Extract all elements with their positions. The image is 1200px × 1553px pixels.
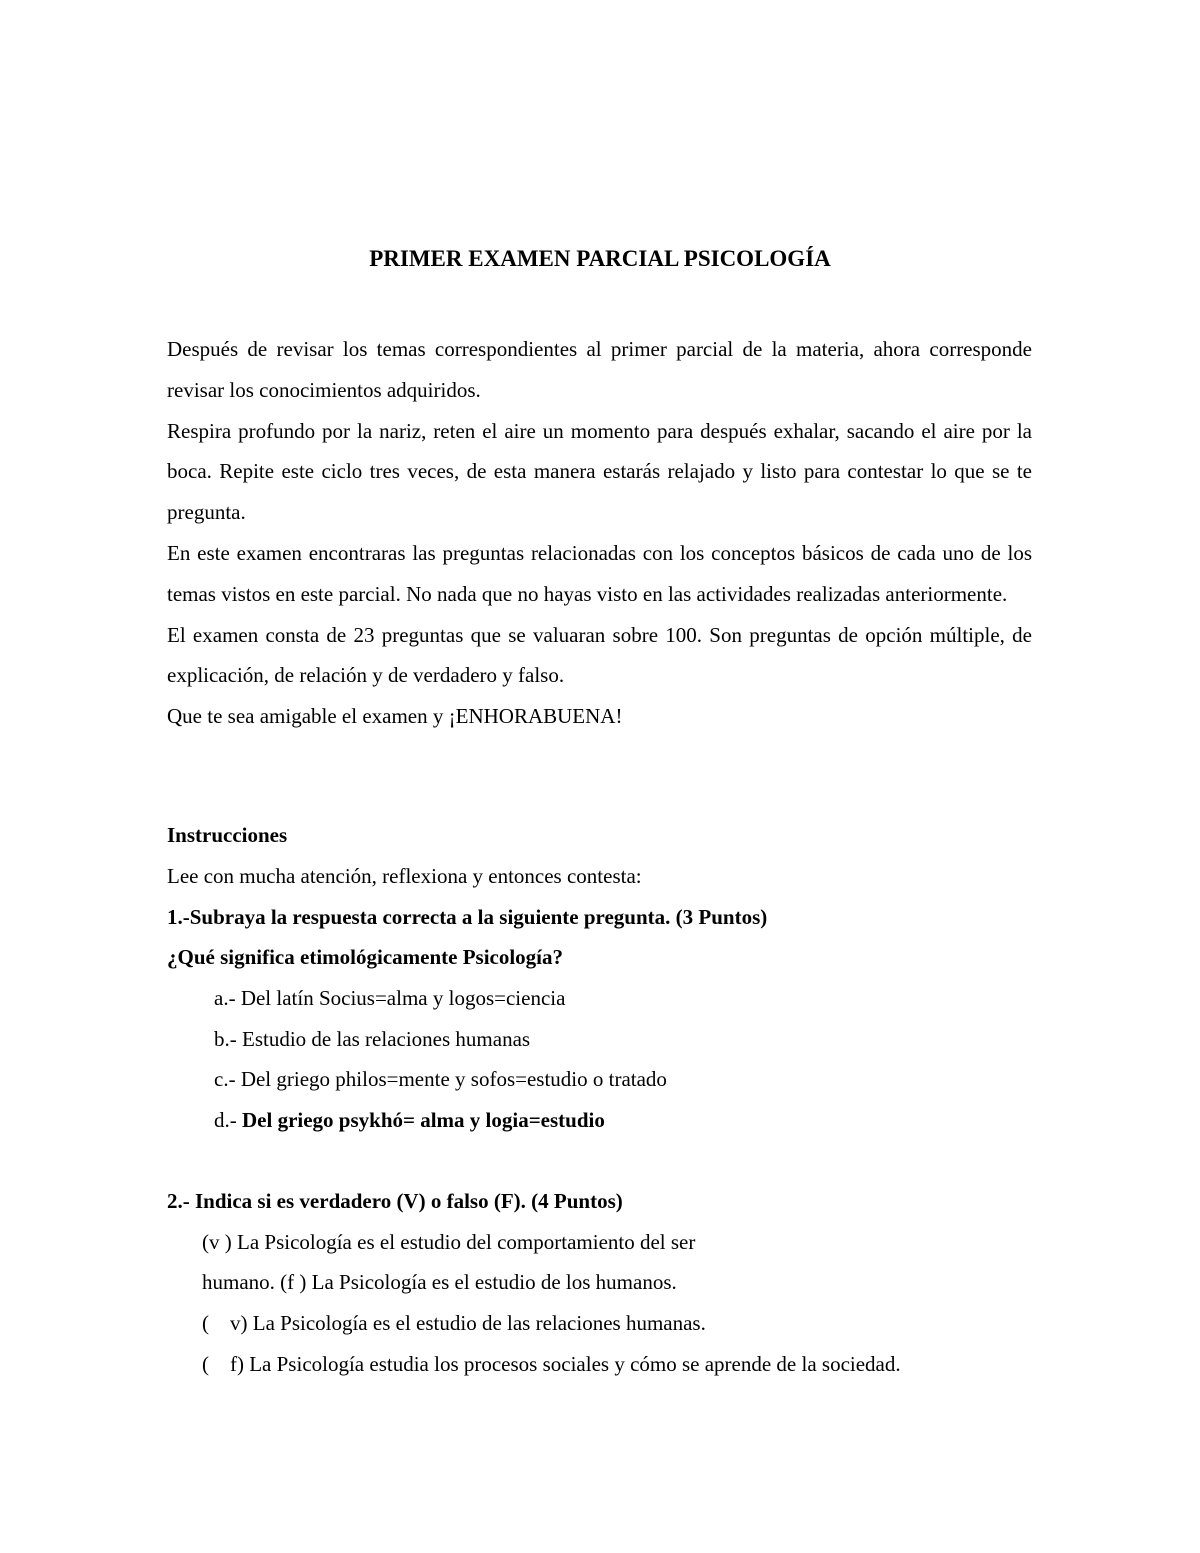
question-1-option-d-prefix: d.- — [214, 1108, 242, 1132]
intro-paragraph-3: En este examen encontraras las preguntas relacionadas con los conceptos básicos de cada uno de los temas vistos en este parcial. No nada que no hayas visto en las actividades realizadas anteriormente. — [167, 540, 1032, 606]
intro-paragraph-2: Respira profundo por la nariz, reten el aire un momento para después exhalar, sacando el aire por la boca. Repite este ciclo tres veces, de esta manera estarás relajado y listo para contestar lo que se te pregunta. — [167, 418, 1032, 525]
question-1-prompt: 1.-Subraya la respuesta correcta a la siguiente pregunta. (3 Puntos) — [167, 905, 768, 929]
question-1-correct-answer: Del griego psykhó= alma y logia=estudio — [242, 1108, 605, 1132]
instructions-text: Lee con mucha atención, reflexiona y entonces contesta: — [167, 864, 642, 888]
question-1-option-d — [214, 1105, 605, 1135]
instructions-heading: Instrucciones — [167, 823, 288, 847]
intro-paragraph-5: Que te sea amigable el examen y ¡ENHORABUENA! — [167, 704, 623, 729]
question-1-option-a: a.- Del latín Socius=alma y logos=ciencia — [214, 986, 566, 1010]
question-2-line-2: humano. (f ) La Psicología es el estudio de los humanos. — [202, 1270, 677, 1294]
question-1-option-c: c.- Del griego philos=mente y sofos=estudio o tratado — [214, 1067, 667, 1091]
question-2-prompt: 2.- Indica si es verdadero (V) o falso (F). (4 Puntos) — [167, 1189, 623, 1213]
intro-paragraph-1: Después de revisar los temas correspondientes al primer parcial de la materia, ahora corresponde revisar los conocimientos adquiridos. — [167, 337, 1032, 402]
question-2-line-1: (v ) La Psicología es el estudio del comportamiento del ser — [202, 1230, 696, 1254]
question-2-line-4: ( f) La Psicología estudia los procesos sociales y cómo se aprende de la sociedad. — [202, 1352, 901, 1376]
intro-section — [167, 329, 1032, 737]
question-1-question: ¿Qué significa etimológicamente Psicología? — [167, 945, 564, 969]
question-2-line-3: ( v) La Psicología es el estudio de las relaciones humanas. — [202, 1311, 706, 1335]
document-title: PRIMER EXAMEN PARCIAL PSICOLOGÍA — [369, 246, 831, 271]
question-1-option-b: b.- Estudio de las relaciones humanas — [214, 1027, 531, 1051]
intro-paragraph-4: El examen consta de 23 preguntas que se valuaran sobre 100. Son preguntas de opción múltiple, de explicación, de relación y de verdadero y falso. — [167, 622, 1032, 688]
